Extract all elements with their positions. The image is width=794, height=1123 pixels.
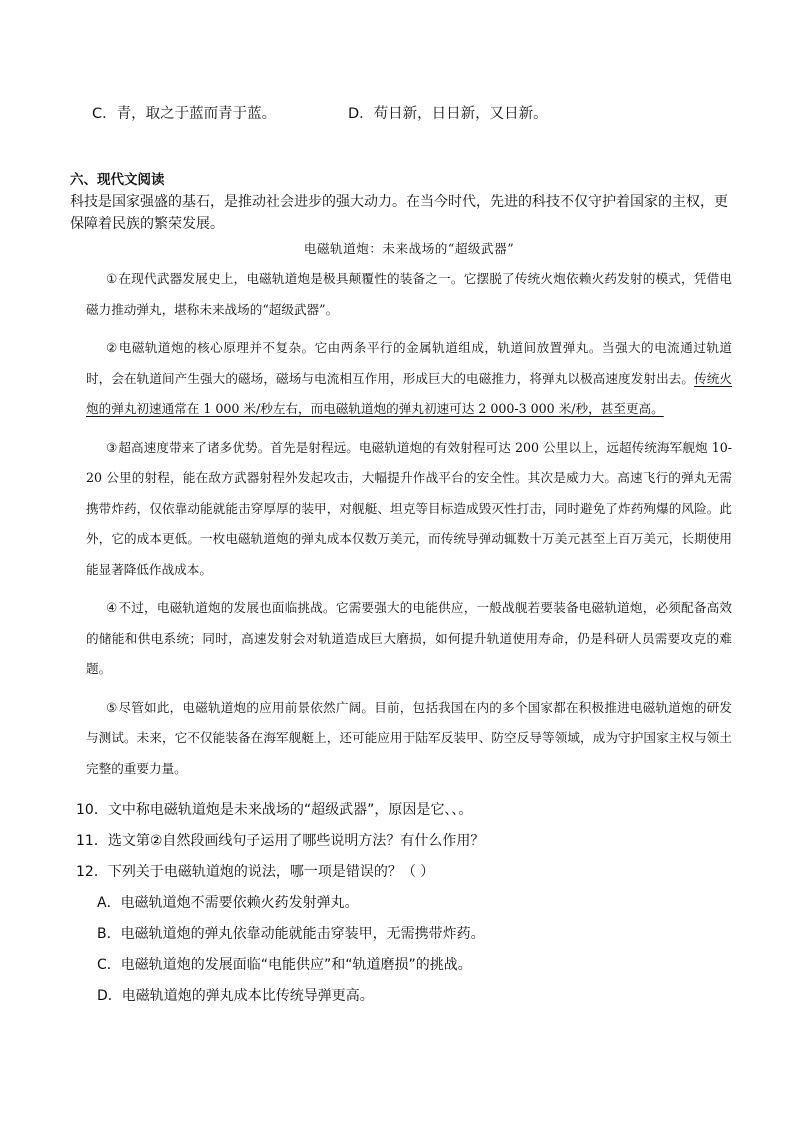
article-title: 电磁轨道炮：未来战场的“超级武器”	[303, 241, 515, 256]
choice-c: C．电磁轨道炮的发展面临“电能供应”和“轨道磨损”的挑战。	[97, 957, 472, 973]
paragraph-number: ②	[106, 340, 118, 355]
paragraph-number: ④	[106, 600, 118, 615]
paragraph-text: 不过，电磁轨道炮的发展也面临挑战。它需要强大的电能供应，一般战舰若要装备电磁轨道炮，必须配备高效的储能和供电系统；同时，高速发射会对轨道造成巨大磨损，如何提升轨道使用寿命，仍是科研人员需要攻克的难题。	[86, 600, 732, 676]
paragraph-number: ③	[106, 439, 118, 455]
choice-b: B．电磁轨道炮的弹丸依靠动能就能击穿装甲，无需携带炸药。	[97, 926, 485, 942]
article-paragraph-4	[86, 593, 732, 685]
paragraph-number: ⑤	[106, 699, 118, 715]
paragraph-text: 超高速度带来了诸多优势。首先是射程远。电磁轨道炮的有效射程可达 200 公里以上，远超传统海军舰炮 10-20 公里的射程，能在敌方武器射程外发起攻击，大幅提升作战平台的安全性。其次是威力大。高速飞行的弹丸无需携带炸药，仅依靠动能就能击穿厚厚的装甲，对舰艇、坦克等目标造成毁灭性打击，同时避免了炸药殉爆的风险。此外，它的成本更低。一枚电磁轨道炮的弹丸成本仅数万美元，而传统导弹动辄数十万美元甚至上百万美元，长期使用能显著降低作战成本。	[86, 439, 732, 577]
choice-d: D．电磁轨道炮的弹丸成本比传统导弹更高。	[97, 988, 374, 1004]
reading-article	[86, 238, 732, 792]
article-paragraph-2	[86, 333, 732, 425]
paragraph-text: 电磁轨道炮的核心原理并不复杂。它由两条平行的金属轨道组成，轨道间放置弹丸。当强大的电流通过轨道时，会在轨道间产生强大的磁场，磁场与电流相互作用，形成巨大的电磁推力，将弹丸以极高速度发射出去。	[86, 340, 732, 386]
article-paragraph-1	[86, 264, 732, 325]
section-intro: 科技是国家强盛的基石，是推动社会进步的强大动力。在当今时代，先进的科技不仅守护着国家的主权，更保障着民族的繁荣发展。	[70, 194, 728, 232]
article-paragraph-3	[86, 433, 732, 586]
question-12: 12．下列关于电磁轨道炮的说法，哪一项是错误的？（ ）	[76, 864, 435, 880]
article-paragraph-5	[86, 693, 732, 785]
option-d: D．苟日新，日日新，又日新。	[348, 106, 548, 122]
paragraph-number: ①	[106, 271, 118, 286]
underlined-sentence: 传统火炮的弹丸初速通常在 1 000 米/秒左右，而电磁轨道炮的弹丸初速可达 2 000-3 000 米/秒，甚至更高。	[86, 370, 733, 416]
paragraph-text: 在现代武器发展史上，电磁轨道炮是极具颠覆性的装备之一。它摆脱了传统火炮依赖火药发射的模式，凭借电磁力推动弹丸，堪称未来战场的“超级武器”。	[86, 271, 732, 317]
question-11: 11．选文第②自然段画线句子运用了哪些说明方法？有什么作用？	[76, 833, 485, 849]
option-c: C．青，取之于蓝而青于蓝。	[92, 106, 277, 122]
paragraph-text: 尽管如此，电磁轨道炮的应用前景依然广阔。目前，包括我国在内的多个国家都在积极推进电磁轨道炮的研发与测试。未来，它不仅能装备在海军舰艇上，还可能应用于陆军反装甲、防空反导等领域，成为守护国家主权与领土完整的重要力量。	[86, 699, 732, 776]
question-10: 10．文中称电磁轨道炮是未来战场的“超级武器”，原因是它、、。	[76, 802, 473, 818]
section-title: 六、现代文阅读	[70, 172, 165, 188]
choice-a: A．电磁轨道炮不需要依赖火药发射弹丸。	[97, 895, 359, 911]
question-list	[76, 800, 736, 1017]
